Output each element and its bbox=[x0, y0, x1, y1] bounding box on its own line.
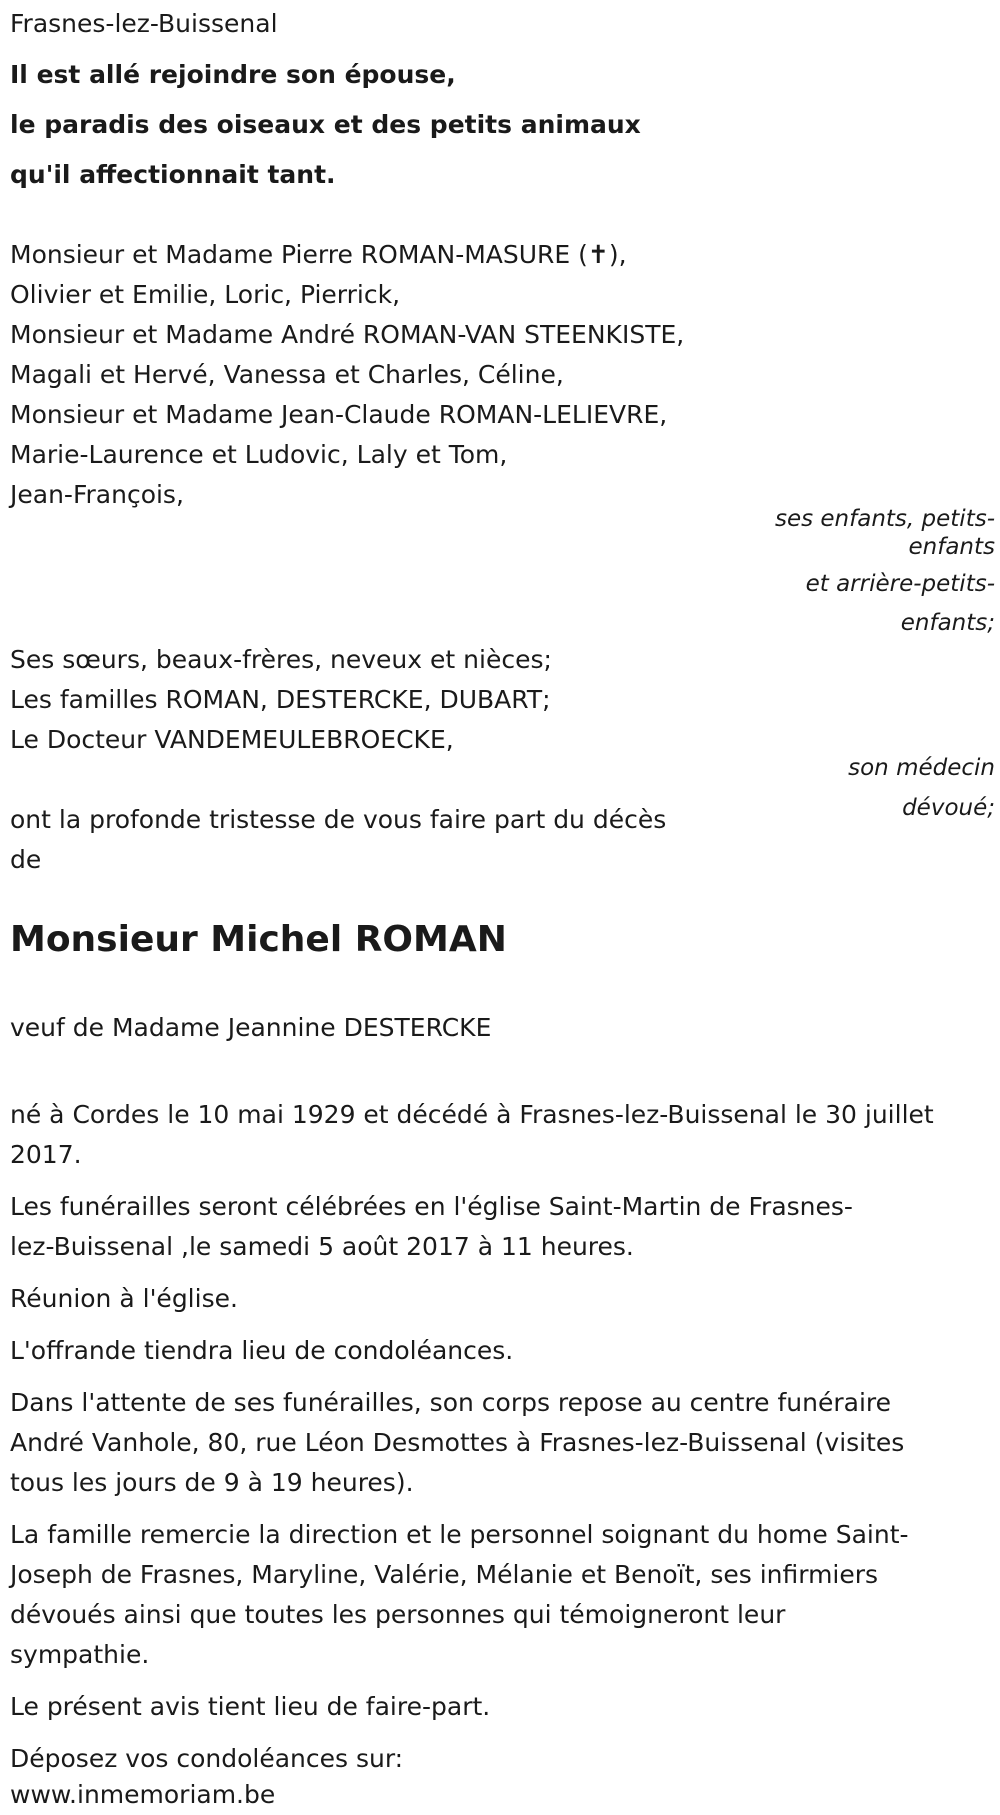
announcement-line-1: ont la profonde tristesse de vous faire part du décès bbox=[10, 805, 667, 834]
repose-line-3: tous les jours de 9 à 19 heures). bbox=[10, 1468, 414, 1497]
offering-line: L'offrande tiendra lieu de condoléances. bbox=[10, 1336, 514, 1365]
relatives-line-2: Les familles ROMAN, DESTERCKE, DUBART; bbox=[10, 685, 551, 714]
family-line-5: Monsieur et Madame Jean-Claude ROMAN-LELIEVRE, bbox=[10, 400, 668, 429]
birth-death-line-2: 2017. bbox=[10, 1140, 82, 1169]
thanks-line-2: Joseph de Frasnes, Maryline, Valérie, Mélanie et Benoït, ses infirmiers bbox=[10, 1560, 879, 1589]
thanks-line-1: La famille remercie la direction et le personnel soignant du home Saint- bbox=[10, 1520, 909, 1549]
note-children: ses enfants, petits-enfants bbox=[774, 506, 995, 560]
website-link[interactable]: www.inmemoriam.be bbox=[10, 1780, 276, 1809]
birth-death-line-1: né à Cordes le 10 mai 1929 et décédé à Frasnes-lez-Buissenal le 30 juillet bbox=[10, 1100, 934, 1129]
location-header: Frasnes-lez-Buissenal bbox=[10, 9, 278, 38]
verse-line-3: qu'il affectionnait tant. bbox=[10, 160, 336, 189]
meeting-line: Réunion à l'église. bbox=[10, 1284, 238, 1313]
funeral-line-1: Les funérailles seront célébrées en l'église Saint-Martin de Frasnes- bbox=[10, 1192, 853, 1221]
repose-line-2: André Vanhole, 80, rue Léon Desmottes à Frasnes-lez-Buissenal (visites bbox=[10, 1428, 905, 1457]
spouse-line: veuf de Madame Jeannine DESTERCKE bbox=[10, 1013, 492, 1042]
thanks-line-4: sympathie. bbox=[10, 1640, 150, 1669]
repose-line-1: Dans l'attente de ses funérailles, son corps repose au centre funéraire bbox=[10, 1388, 892, 1417]
funeral-line-2: lez-Buissenal ,le samedi 5 août 2017 à 11 heures. bbox=[10, 1232, 634, 1261]
condolences-label: Déposez vos condoléances sur: bbox=[10, 1744, 404, 1773]
deceased-name: Monsieur Michel ROMAN bbox=[10, 919, 507, 960]
relatives-line-3: Le Docteur VANDEMEULEBROECKE, bbox=[10, 725, 454, 754]
verse-line-2: le paradis des oiseaux et des petits animaux bbox=[10, 110, 641, 139]
family-line-1: Monsieur et Madame Pierre ROMAN-MASURE (✝), bbox=[10, 240, 627, 269]
relatives-line-1: Ses sœurs, beaux-frères, neveux et nièces; bbox=[10, 645, 552, 674]
note-doctor: son médecin dévoué; bbox=[848, 755, 995, 821]
note-grandchildren: et arrière-petits-enfants; bbox=[805, 571, 995, 636]
verse-line-1: Il est allé rejoindre son épouse, bbox=[10, 60, 456, 89]
notice-line: Le présent avis tient lieu de faire-part. bbox=[10, 1692, 491, 1721]
family-line-2: Olivier et Emilie, Loric, Pierrick, bbox=[10, 280, 401, 309]
family-line-4: Magali et Hervé, Vanessa et Charles, Céline, bbox=[10, 360, 564, 389]
family-line-3: Monsieur et Madame André ROMAN-VAN STEENKISTE, bbox=[10, 320, 685, 349]
thanks-line-3: dévoués ainsi que toutes les personnes qui témoigneront leur bbox=[10, 1600, 786, 1629]
family-line-7: Jean-François, bbox=[10, 480, 184, 509]
announcement-line-2: de bbox=[10, 845, 42, 874]
family-line-6: Marie-Laurence et Ludovic, Laly et Tom, bbox=[10, 440, 508, 469]
